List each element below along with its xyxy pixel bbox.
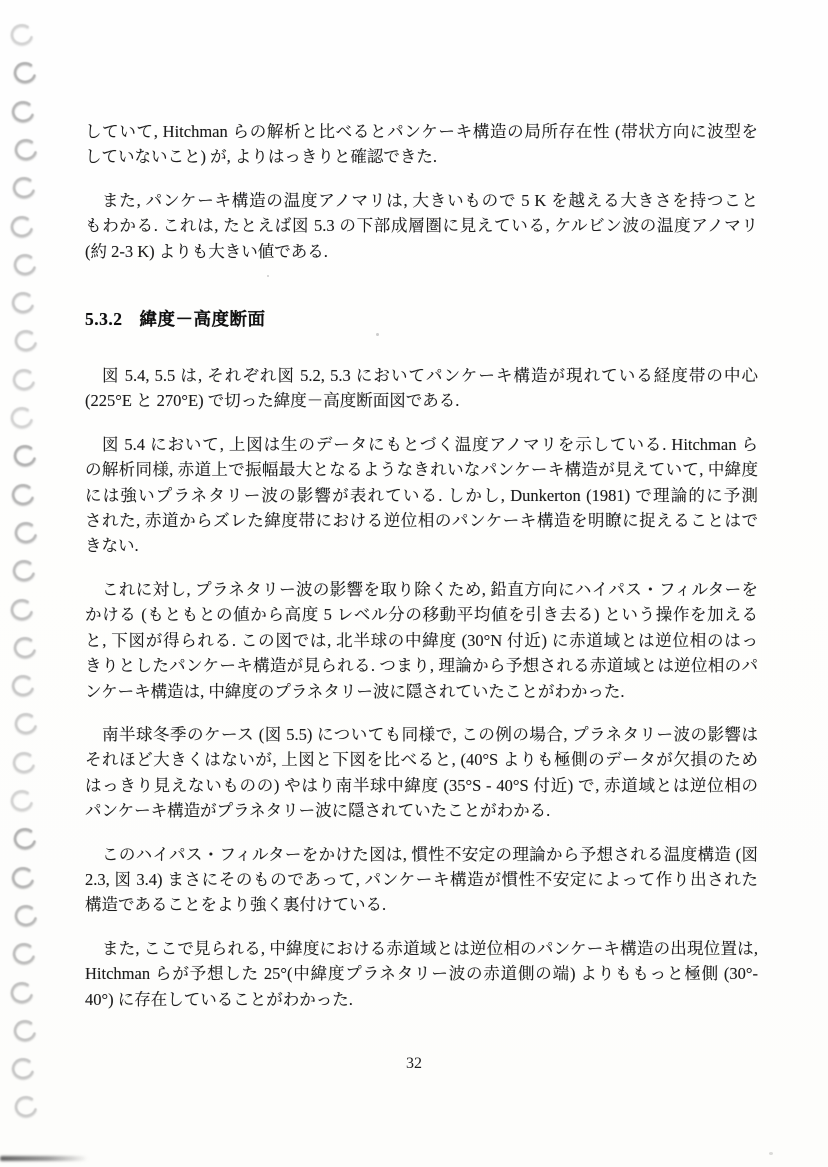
binding-ring-icon	[7, 406, 38, 434]
paragraph	[85, 363, 758, 414]
binding-ring-icon	[9, 177, 39, 205]
paragraph	[85, 722, 758, 824]
scan-speck	[769, 1152, 773, 1155]
paragraph	[85, 577, 758, 704]
text-line: このハイパス・フィルターをかけた図は, 慣性不安定の理論から予想される温度構造 (図	[102, 844, 758, 864]
binding-ring-icon	[8, 675, 39, 703]
paragraph	[85, 936, 758, 1012]
binding-ring-icon	[11, 1096, 41, 1124]
binding-ring-icon	[7, 789, 38, 817]
text-line: また, ここで見られる, 中緯度における赤道域とは逆位相のパンケーキ構造の出現位置は,	[102, 938, 758, 958]
binding-ring-icon	[8, 483, 39, 511]
text-line: はっきり見えないものの) やはり南半球中緯度 (35°S - 40°S 付近) で, 赤道域とは逆位相の	[85, 775, 758, 795]
binding-ring-icon	[7, 23, 38, 51]
binding-ring-icon	[11, 713, 41, 741]
binding-ring-icon	[9, 560, 39, 588]
text-line: の解析同様, 赤道上で振幅最大となるようなきれいなパンケーキ構造が見えていて, 中緯度	[85, 460, 758, 480]
binding-ring-icon	[9, 943, 39, 971]
binding-ring-icon	[9, 751, 39, 779]
text-line: 構造であることをより強く裏付けている.	[85, 895, 387, 915]
binding-ring-icon	[10, 1020, 40, 1047]
binding-ring-icon	[7, 981, 38, 1009]
text-line: これに対し, プラネタリー波の影響を取り除くため, 鉛直方向にハイパス・フィルターを	[102, 579, 758, 599]
text-line: パンケーキ構造がプラネタリー波に隠されていたことがわかる.	[85, 801, 551, 821]
page-content	[85, 119, 758, 1030]
paragraph	[85, 842, 758, 918]
scan-speck	[267, 275, 269, 277]
section-number: 5.3.2	[85, 309, 123, 330]
text-line: また, パンケーキ構造の温度アノマリは, 大きいもので 5 K を越える大きさを持つこと	[102, 190, 758, 210]
text-line: には強いプラネタリー波の影響が表れている. しかし, Dunkerton (1981) で理論的に予測	[85, 485, 758, 505]
text-line: 南半球冬季のケース (図 5.5) についても同様で, この例の場合, プラネタリー波の影響は	[102, 724, 758, 744]
binding-ring-icon	[10, 828, 40, 855]
scan-speck	[376, 333, 379, 336]
binding-ring-icon	[8, 292, 39, 320]
text-line: きない.	[85, 536, 139, 556]
text-line: きりとしたパンケーキ構造が見られる. つまり, 理論から予想される赤道域とは逆位相のパ	[85, 656, 758, 676]
paragraph	[85, 432, 758, 559]
binding-ring-icon	[10, 62, 40, 89]
binding-ring-icon	[8, 100, 39, 128]
page-number: 32	[406, 1055, 422, 1072]
text-line: もわかる. これは, たとえば図 5.3 の下部成層圏に見えている, ケルビン波の温度アノマリ	[85, 216, 758, 236]
text-line: 図 5.4 において, 上図は生のデータにもとづく温度アノマリを示している. Hitchman ら	[102, 434, 758, 454]
binding-ring-icon	[11, 905, 41, 933]
text-line: それほど大きくはないが, 上図と下図を比べると, (40°S よりも極側のデータが欠損のため	[85, 750, 758, 770]
text-line: ンケーキ構造は, 中緯度のプラネタリー波に隠されていたことがわかった.	[85, 681, 625, 701]
paragraph	[85, 188, 758, 264]
text-line: 40°) に存在していることがわかった.	[85, 989, 353, 1009]
scan-edge-artifact	[0, 1156, 88, 1161]
binding-ring-icon	[10, 445, 40, 472]
text-line: Hitchman らが予想した 25°(中緯度プラネタリー波の赤道側の端) よりももっと極側 (30°-	[85, 964, 758, 984]
binding-ring-icon	[7, 598, 38, 626]
text-line: 2.3, 図 3.4) まさにそのものであって, パンケーキ構造が慣性不安定によって作り出された	[85, 869, 758, 889]
binding-ring-icon	[11, 522, 41, 550]
text-line: (225°E と 270°E) で切った緯度－高度断面図である.	[85, 391, 460, 411]
section-heading	[85, 306, 758, 333]
binding-ring-icon	[11, 139, 41, 167]
paragraph	[85, 119, 758, 170]
text-line: していて, Hitchman らの解析と比べるとパンケーキ構造の局所存在性 (帯状方向に波型を	[85, 122, 758, 141]
spiral-binding	[0, 0, 60, 1167]
section-title: 緯度－高度断面	[139, 309, 266, 330]
binding-ring-icon	[9, 368, 39, 396]
text-line: していないこと) が, よりはっきりと確認できた.	[85, 147, 437, 167]
text-line: と, 下図が得られる. この図では, 北半球の中緯度 (30°N 付近) に赤道域とは逆位相のはっ	[85, 630, 758, 650]
binding-ring-icon	[7, 215, 38, 243]
binding-ring-icon	[8, 866, 39, 894]
text-line: 図 5.4, 5.5 は, それぞれ図 5.2, 5.3 においてパンケーキ構造が現れている経度帯の中心	[102, 366, 758, 386]
text-line: かける (もともとの値から高度 5 レベル分の移動平均値を引き去る) という操作を加える	[85, 605, 758, 625]
text-line: (約 2-3 K) よりも大きい値である.	[85, 241, 328, 261]
binding-ring-icon	[11, 330, 41, 358]
text-line: された, 赤道からズレた緯度帯における逆位相のパンケーキ構造を明瞭に捉えることはで	[85, 511, 758, 531]
binding-ring-icon	[10, 254, 40, 281]
binding-ring-icon	[10, 637, 40, 664]
